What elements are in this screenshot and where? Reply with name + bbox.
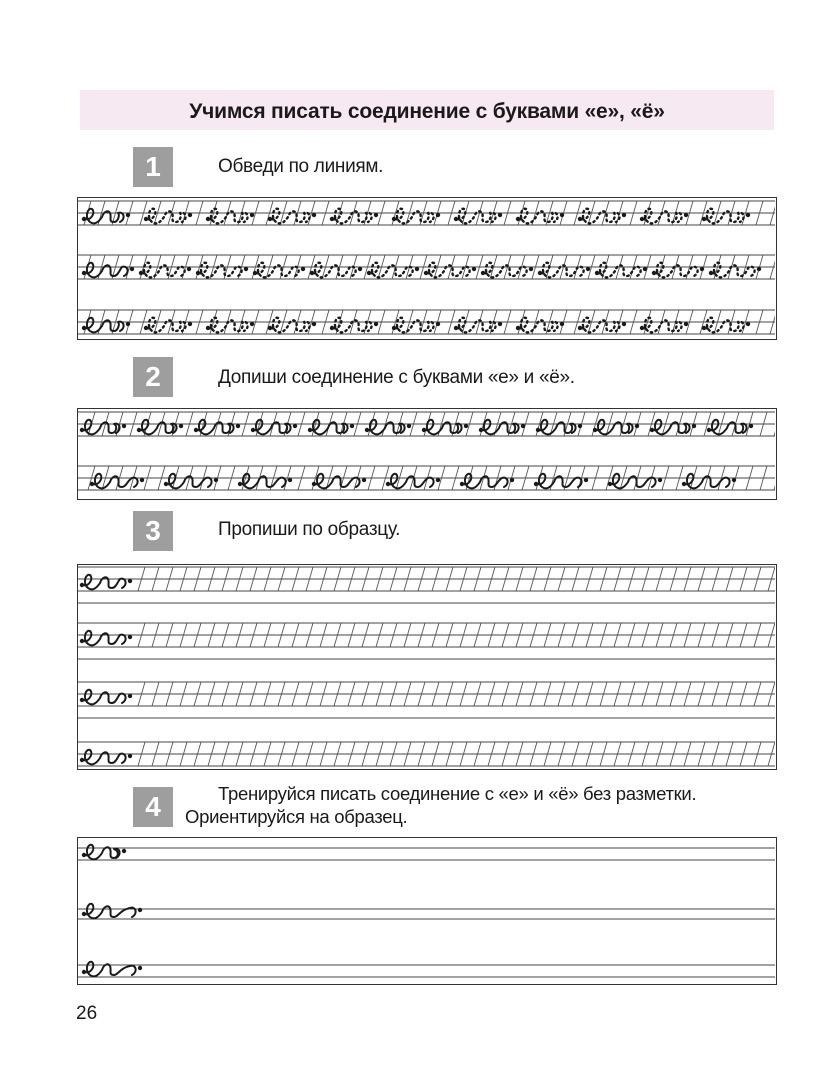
tracing-row-2-letters-1	[82, 263, 134, 278]
copy-row-1-ruling	[78, 567, 775, 603]
practice-row-1-sample	[82, 845, 126, 860]
tracing-row-1-letters-1	[82, 209, 130, 224]
copy-row-1-sample	[80, 575, 132, 590]
tracing-row-3-letters-6	[392, 318, 440, 333]
tracing-row-2-letters-9	[538, 263, 590, 278]
exercise-1-tracing-panel	[77, 197, 777, 340]
completion-row-1-letters-10	[593, 420, 639, 435]
exercise-4-instruction-line-2: Ориентируйся на образец.	[185, 806, 408, 827]
tracing-row-1-letters-8	[516, 209, 564, 224]
lesson-title: Учимся писать соединение с буквами «е», «ё»	[189, 100, 665, 123]
completion-row-2-letters-6	[460, 474, 514, 489]
copy-row-4-sample	[80, 750, 132, 765]
completion-row-1-letters-9	[536, 420, 582, 435]
tracing-row-2-letters-4	[253, 263, 305, 278]
practice-row-2-ruling	[78, 909, 775, 919]
tracing-row-1-letters-6	[392, 209, 440, 224]
exercise-4-free-writing-panel	[77, 837, 777, 985]
copy-row-3-ruling	[78, 682, 775, 718]
practice-row-3-ruling	[78, 965, 775, 977]
tracing-row-3-letters-8	[516, 318, 564, 333]
tracing-row-2-letters-2	[139, 263, 191, 278]
tracing-row-3-letters-1	[82, 318, 130, 333]
exercise-3-copy-panel	[77, 564, 777, 770]
exercise-1-instruction: Обведи по линиям.	[218, 156, 384, 177]
lesson-title-banner	[80, 90, 774, 130]
completion-row-1-letters-11	[650, 420, 696, 435]
practice-row-2-sample	[82, 904, 142, 919]
completion-row-2-letters-7	[534, 474, 588, 489]
exercise-1-number-badge: 1	[133, 147, 173, 187]
copy-row-4-ruling	[78, 742, 775, 768]
completion-row-2-letters-9	[682, 474, 736, 489]
practice-row-1-ruling	[78, 848, 775, 860]
exercise-2-completion-panel	[77, 408, 777, 500]
exercise-2-number-badge: 2	[133, 357, 173, 397]
exercise-2-instruction: Допиши соединение с буквами «е» и «ё».	[218, 367, 575, 388]
copy-row-3-sample	[80, 690, 132, 705]
practice-row-3-sample	[82, 962, 142, 977]
tracing-row-2-letters-10	[595, 263, 647, 278]
completion-row-1-letters-6	[365, 420, 411, 435]
completion-row-2-letters-2	[164, 474, 218, 489]
exercise-4-instruction-line-1: Тренируйся писать соединение с «е» и «ё» без разметки.	[218, 783, 697, 804]
page-number: 26	[76, 1003, 98, 1024]
copy-row-2-sample	[80, 631, 132, 646]
tracing-row-1-letters-7	[454, 209, 502, 224]
completion-row-1-letters-8	[479, 420, 525, 435]
tracing-row-2-letters-7	[424, 263, 476, 278]
completion-row-1-letters-12	[707, 420, 753, 435]
tracing-row-3-letters-7	[454, 318, 502, 333]
exercise-3-instruction: Пропиши по образцу.	[218, 519, 401, 540]
tracing-row-2-letters-11	[652, 263, 704, 278]
exercise-4-number-badge: 4	[133, 787, 173, 827]
copy-row-2-ruling	[78, 623, 775, 659]
exercise-3-number-badge: 3	[133, 511, 173, 551]
completion-row-1-letters-7	[422, 420, 468, 435]
